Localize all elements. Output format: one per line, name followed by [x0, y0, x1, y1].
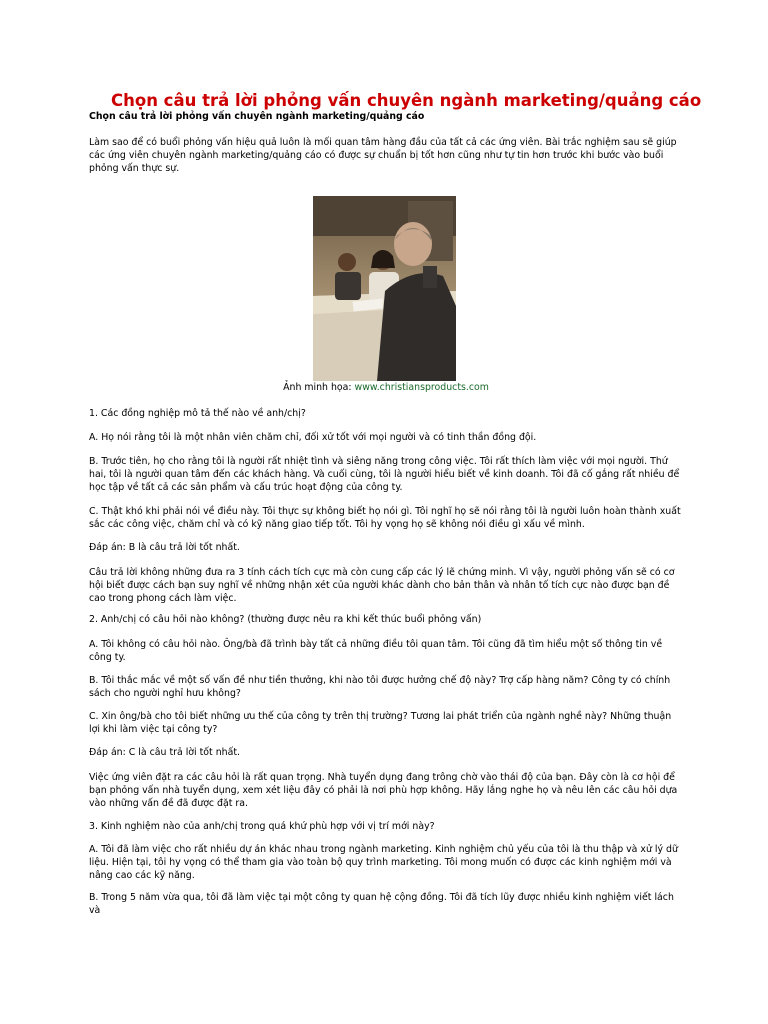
photo-caption [89, 381, 683, 394]
intro-paragraph: Làm sao để có buổi phỏng vấn hiệu quả luôn là mối quan tâm hàng đầu của tất cả các ứng viên. Bài trắc nghiệm sau sẽ giúp các ứng viên chuyên ngành marketing/quảng cáo có được sự chuẩn bị tốt hơn cũng như tự tin hơn trước khi bước vào buổi phỏng vấn thực sự. [89, 137, 677, 174]
answer-1b: B. Trước tiên, họ cho rằng tôi là người rất nhiệt tình và siêng năng trong công việc. Tôi rất thích làm việc với mọi người. Thứ hai, tôi là người quan tâm đến các khách hàng. Và cuối cùng, tôi là người hiểu biết về kinh doanh. Tôi đã cố gắng rất nhiều để học tập về tất cả các sản phẩm và cấu trúc hoạt động của công ty. [89, 456, 680, 493]
answer-3a: A. Tôi đã làm việc cho rất nhiều dự án khác nhau trong ngành marketing. Kinh nghiệm chủ yếu của tôi là thu thập và xử lý dữ liệu. Hiện tại, tôi hy vọng có thể tham gia vào toàn bộ quy trình marketing. Tôi mong muốn có được các kinh nghiệm mới và nâng cao các kỹ năng. [89, 844, 678, 881]
explanation-2: Việc ứng viên đặt ra các câu hỏi là rất quan trọng. Nhà tuyển dụng đang trông chờ vào thái độ của bạn. Đây còn là cơ hội để bạn phỏng vấn nhà tuyển dụng, xem xét liệu đây có phải là nơi phù hợp không. Hãy lắng nghe họ và nêu lên các câu hỏi dựa vào những vấn đề đã được đặt ra. [89, 772, 678, 809]
caption-label: Ảnh minh họa: [283, 382, 355, 393]
answer-2a: A. Tôi không có câu hỏi nào. Ông/bà đã trình bày tất cả những điều tôi quan tâm. Tôi cũng đã tìm hiểu một số thông tin về công ty. [89, 639, 663, 663]
question-2: 2. Anh/chị có câu hỏi nào không? (thường được nêu ra khi kết thúc buổi phỏng vấn) [89, 614, 482, 625]
page-title: Chọn câu trả lời phỏng vấn chuyên ngành marketing/quảng cáo [111, 91, 702, 110]
answer-1a: A. Họ nói rằng tôi là một nhân viên chăm chỉ, đối xử tốt với mọi người và có tinh thần đồng đội. [89, 432, 537, 443]
question-3: 3. Kinh nghiệm nào của anh/chị trong quá khứ phù hợp với vị trí mới này? [89, 821, 435, 832]
question-1: 1. Các đồng nghiệp mô tả thế nào về anh/chị? [89, 408, 306, 419]
caption-link[interactable]: www.christiansproducts.com [354, 382, 489, 393]
explanation-1: Câu trả lời không những đưa ra 3 tính cách tích cực mà còn cung cấp các lý lẽ chứng minh. Vì vậy, người phỏng vấn sẽ có cơ hội biết được cách bạn suy nghĩ về những nhận xét của người khác dành cho bản thân và nhân tố tích cực nào được bạn đề cao trong phong cách làm việc. [89, 567, 675, 604]
answer-key-1: Đáp án: B là câu trả lời tốt nhất. [89, 542, 240, 553]
answer-2c: C. Xin ông/bà cho tôi biết những ưu thế của công ty trên thị trường? Tương lai phát triển của ngành nghề này? Những thuận lợi khi làm việc tại công ty? [89, 711, 672, 735]
page-subtitle: Chọn câu trả lời phỏng vấn chuyên ngành marketing/quảng cáo [89, 111, 425, 122]
answer-1c: C. Thật khó khi phải nói về điều này. Tôi thực sự không biết họ nói gì. Tôi nghĩ họ sẽ nói rằng tôi là người luôn hoàn thành xuất sắc các công việc, chăm chỉ và có kỹ năng giao tiếp tốt. Tôi hy vọng họ sẽ không nói điều gì xấu về mình. [89, 506, 681, 530]
answer-2b: B. Tôi thắc mắc về một số vấn đề như tiền thưởng, khi nào tôi được hưởng chế độ này? Trợ cấp hàng năm? Công ty có chính sách cho người nghỉ hưu không? [89, 675, 671, 699]
answer-key-2: Đáp án: C là câu trả lời tốt nhất. [89, 747, 240, 758]
answer-3b: B. Trong 5 năm vừa qua, tôi đã làm việc tại một công ty quan hệ cộng đồng. Tôi đã tích lũy được nhiều kinh nghiệm viết lách và [89, 892, 674, 916]
interview-photo [313, 196, 456, 381]
